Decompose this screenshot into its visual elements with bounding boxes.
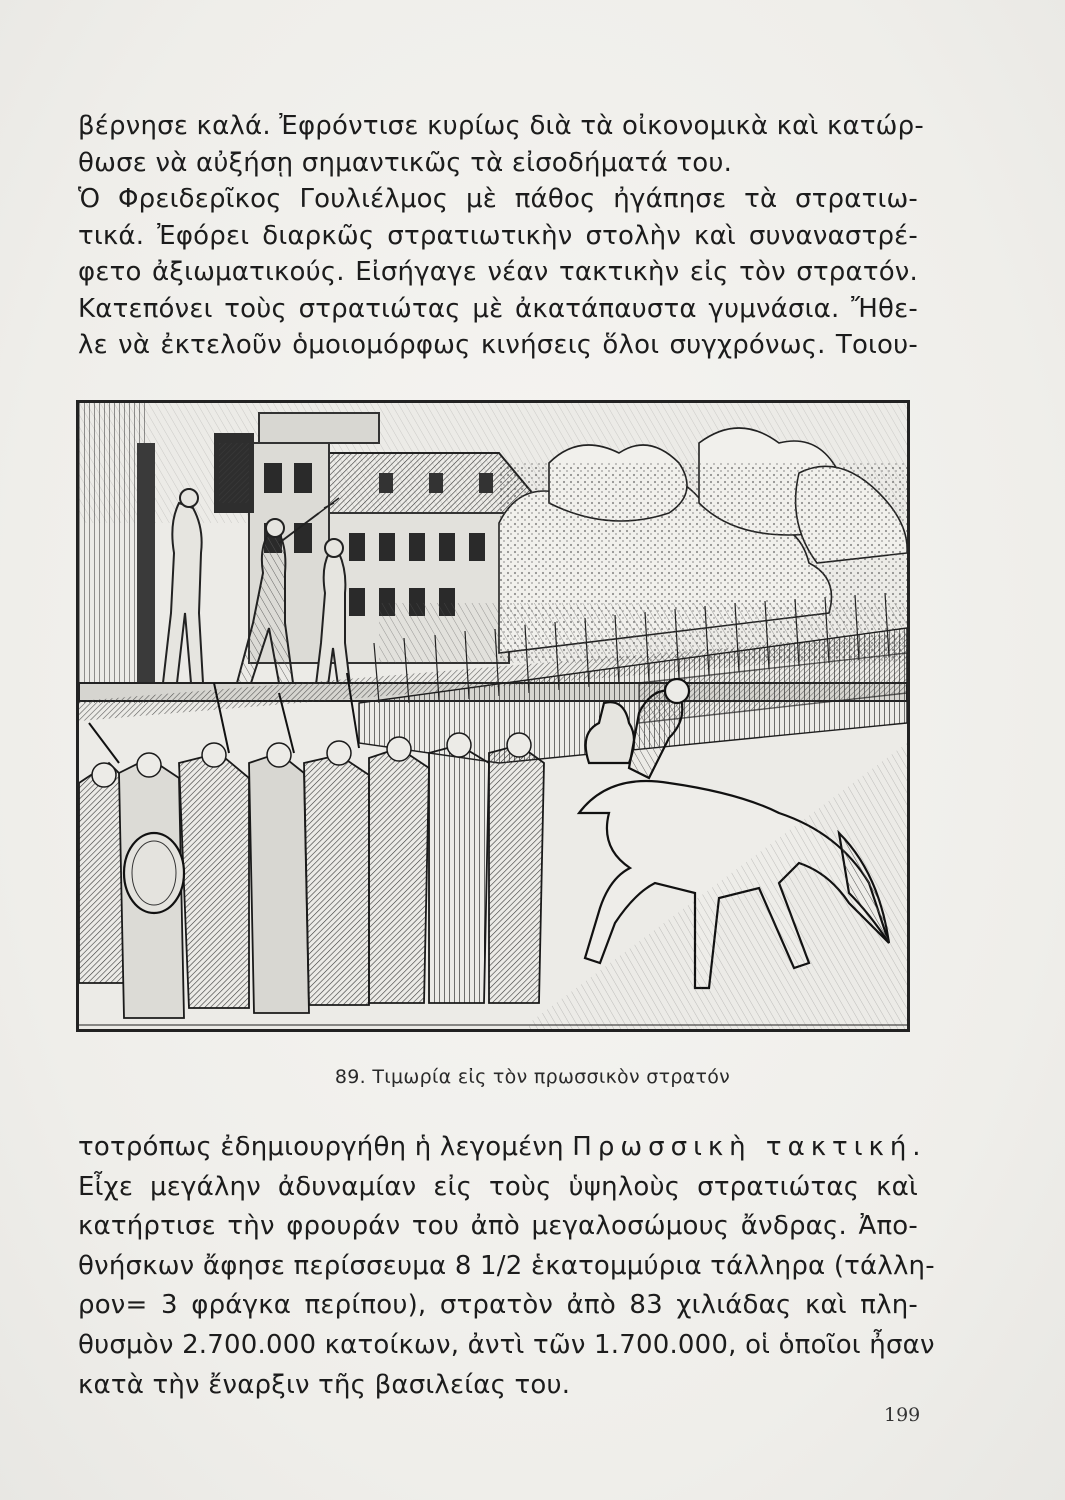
- text-line: Κατεπόνει τοὺς στρατιώτας μὲ ἀκατάπαυστα γυμνάσια. Ἤθε-: [78, 293, 918, 324]
- text-line: θνήσκων ἄφησε περίσσευμα 8 1/2 ἑκατομμύρια τάλληρα (τάλλη-: [78, 1250, 935, 1281]
- text-line: κατὰ τὴν ἔναρξιν τῆς βασιλείας του.: [78, 1369, 571, 1400]
- paragraph-bottom: [78, 1128, 935, 1405]
- text-line: κατήρτισε τὴν φρουράν του ἀπὸ μεγαλοσώμους ἄνδρας. Ἀπο-: [78, 1211, 918, 1242]
- text-line: ρον= 3 φράγκα περίπου), στρατὸν ἀπὸ 83 χιλιάδας καὶ πλη-: [78, 1290, 918, 1321]
- text-line: θωσε νὰ αὐξήσῃ σημαντικῶς τὰ εἰσοδήματά του.: [78, 147, 733, 178]
- text-line: τικά. Ἐφόρει διαρκῶς στρατιωτικὴν στολὴν καὶ συναναστρέ-: [78, 220, 918, 251]
- emphasized-term: Πρωσσικὴ τακτική.: [572, 1132, 927, 1162]
- text-line: βέρνησε καλά. Ἐφρόντισε κυρίως διὰ τὰ οἰκονομικὰ καὶ κατώρ-: [78, 111, 924, 141]
- text-line: λε νὰ ἐκτελοῦν ὁμοιομόρφως κινήσεις ὅλοι συγχρόνως. Τοιου-: [78, 330, 918, 360]
- paragraph-top: [78, 108, 924, 364]
- text-line: φετο ἀξιωματικούς. Εἰσήγαγε νέαν τακτικὴν εἰς τὸν στρατόν.: [78, 257, 918, 287]
- engraving-image: [79, 403, 907, 1029]
- text-line-with-term: [78, 1128, 927, 1168]
- text-segment: τοτρόπως ἐδημιουργήθη ἡ λεγομένη: [78, 1132, 564, 1162]
- page-number: 199: [884, 1404, 921, 1426]
- figure-caption: 89. Τιμωρία εἰς τὸν πρωσσικὸν στρατόν: [334, 1066, 731, 1088]
- text-line: Ὁ Φρειδερῖκος Γουλιέλμος μὲ πάθος ἠγάπησε τὰ στρατιω-: [78, 184, 918, 214]
- text-line: Εἶχε μεγάλην ἀδυναμίαν εἰς τοὺς ὑψηλοὺς στρατιώτας καὶ: [78, 1171, 918, 1202]
- engraving-illustration: [76, 400, 910, 1032]
- text-line: θυσμὸν 2.700.000 κατοίκων, ἀντὶ τῶν 1.700.000, οἱ ὁποῖοι ἦσαν: [78, 1329, 935, 1360]
